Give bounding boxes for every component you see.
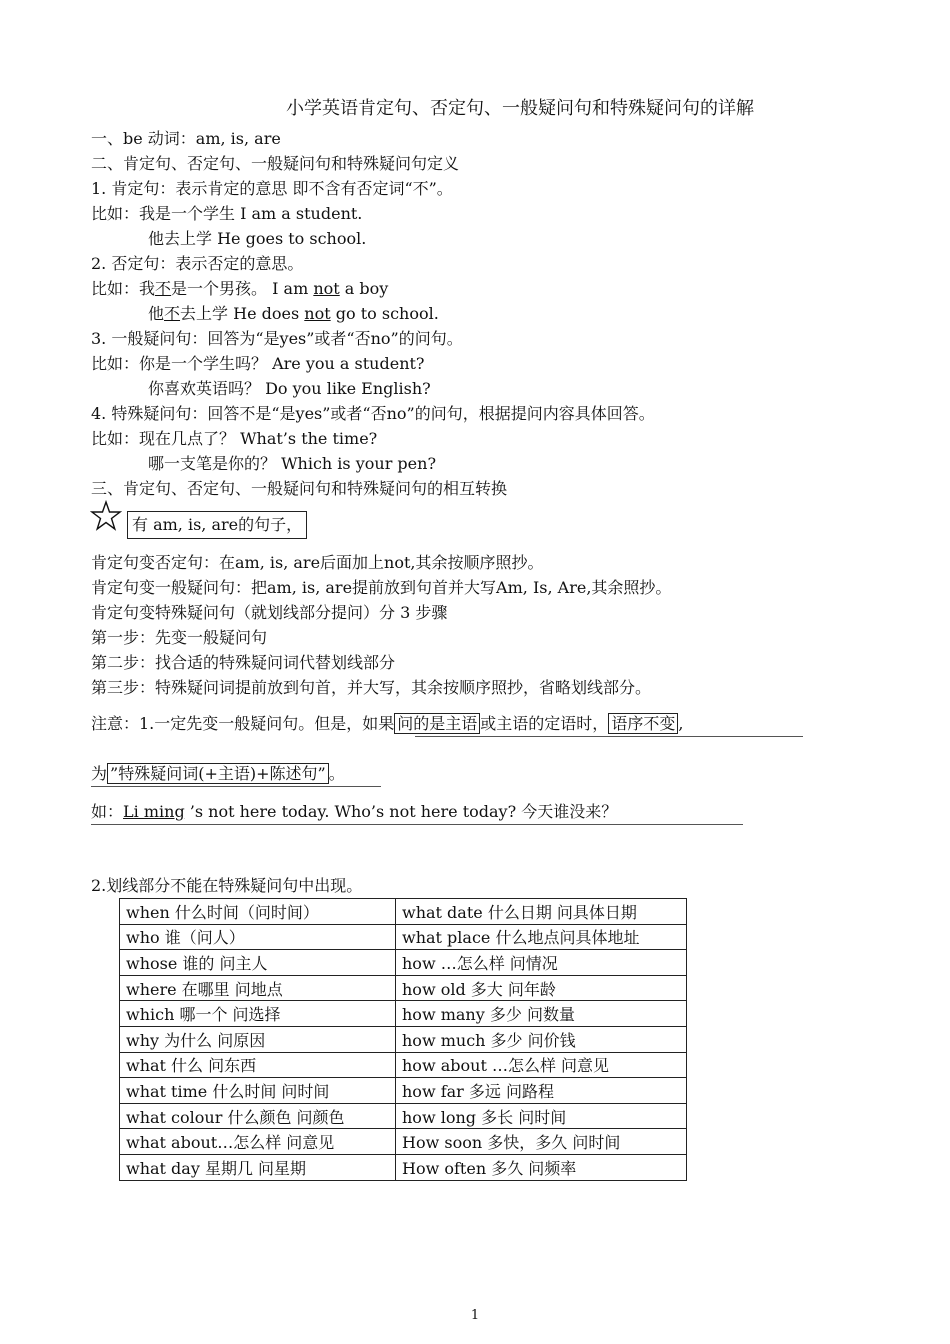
question-phrase-cell: how many 多少 问数量 xyxy=(396,1001,687,1027)
underlined-phrase: Li ming xyxy=(123,802,185,821)
example-question-1: 比如：你是一个学生吗？ Are you a student? xyxy=(91,354,425,373)
rule-to-wh-question: 肯定句变特殊疑问句（就划线部分提问）分 3 步骤 xyxy=(91,603,448,622)
definition-wh-question: 4. 特殊疑问句：回答不是“是yes”或者“否no”的问句，根据提问内容具体回答。 xyxy=(91,404,655,423)
table-row xyxy=(120,1026,687,1052)
rule-to-yes-no-question: 肯定句变一般疑问句：把am, is, are提前放到句首并大写Am, Is, Are,其余照抄。 xyxy=(91,578,672,597)
question-phrase-cell: what place 什么地点问具体地址 xyxy=(396,924,687,950)
example-affirmative-2: 他去上学 He goes to school. xyxy=(148,229,367,248)
point-two: 2.划线部分不能在特殊疑问句中出现。 xyxy=(91,876,363,895)
text-segment: 比如：我 xyxy=(91,279,156,298)
question-phrase-cell: how about …怎么样 问意见 xyxy=(396,1052,687,1078)
definition-yes-no-question: 3. 一般疑问句：回答为“是yes”或者“否no”的问句。 xyxy=(91,329,463,348)
table-row xyxy=(120,1001,687,1027)
question-word-cell: what time 什么时间 问时间 xyxy=(120,1078,396,1104)
boxed-heading: 有 am, is, are的句子， xyxy=(127,511,307,539)
question-phrase-cell: how far 多远 问路程 xyxy=(396,1078,687,1104)
question-word-cell: what 什么 问东西 xyxy=(120,1052,396,1078)
boxed-phrase: 语序不变 xyxy=(608,713,678,734)
step-three: 第三步：特殊疑问词提前放到句首，并大写，其余按顺序照抄，省略划线部分。 xyxy=(91,678,652,697)
section-3-heading: 三、肯定句、否定句、一般疑问句和特殊疑问句的相互转换 xyxy=(91,479,508,498)
underlined-word: 不 xyxy=(164,304,181,323)
question-phrase-cell: what date 什么日期 问具体日期 xyxy=(396,899,687,925)
table-row xyxy=(120,975,687,1001)
step-one: 第一步：先变一般疑问句 xyxy=(91,628,268,647)
table-row xyxy=(120,1052,687,1078)
text-segment: 如： xyxy=(91,802,124,821)
question-phrase-cell: how much 多少 问价钱 xyxy=(396,1026,687,1052)
question-word-cell: whose 谁的 问主人 xyxy=(120,950,396,976)
section-2-heading: 二、肯定句、否定句、一般疑问句和特殊疑问句定义 xyxy=(91,154,460,173)
text-segment: 为 xyxy=(91,764,108,783)
text-segment: 是一个男孩。 I am xyxy=(171,279,314,298)
underlined-word: 不 xyxy=(155,279,172,298)
underline-rule xyxy=(91,824,743,825)
star-icon xyxy=(90,500,122,532)
section-1-heading: 一、be 动词：am, is, are xyxy=(91,129,281,148)
boxed-phrase: ”特殊疑问词(+主语)+陈述句” xyxy=(107,763,329,784)
page-number: 1 xyxy=(470,1308,480,1323)
text-segment: ’s not here today. Who’s not here today? 今天谁没来？ xyxy=(184,802,618,821)
underline-rule xyxy=(415,736,803,737)
definition-affirmative: 1. 肯定句：表示肯定的意思 即不含有否定词“不”。 xyxy=(91,179,453,198)
question-word-cell: where 在哪里 问地点 xyxy=(120,975,396,1001)
question-word-cell: who 谁（问人） xyxy=(120,924,396,950)
example-wh-question-2: 哪一支笔是你的？ Which is your pen? xyxy=(148,454,437,473)
table-row xyxy=(120,899,687,925)
table-row xyxy=(120,924,687,950)
question-word-cell: what about…怎么样 问意见 xyxy=(120,1129,396,1155)
question-phrase-cell: How soon 多快，多久 问时间 xyxy=(396,1129,687,1155)
underline-rule xyxy=(91,786,381,787)
table-row xyxy=(120,950,687,976)
underlined-word: not xyxy=(304,304,331,323)
question-word-cell: what day 星期几 问星期 xyxy=(120,1154,396,1180)
note-line-1 xyxy=(91,713,683,735)
text-segment: 他 xyxy=(148,304,165,323)
note-line-2 xyxy=(91,763,345,785)
text-segment: go to school. xyxy=(330,304,439,323)
example-question-2: 你喜欢英语吗？ Do you like English? xyxy=(148,379,431,398)
table-row xyxy=(120,1129,687,1155)
page-title: 小学英语肯定句、否定句、一般疑问句和特殊疑问句的详解 xyxy=(286,98,754,119)
underlined-word: not xyxy=(313,279,340,298)
question-word-cell: what colour 什么颜色 问颜色 xyxy=(120,1103,396,1129)
question-phrase-cell: how old 多大 问年龄 xyxy=(396,975,687,1001)
example-affirmative-1: 比如：我是一个学生 I am a student. xyxy=(91,204,363,223)
boxed-phrase: 问的是主语 xyxy=(394,713,480,734)
rule-to-negative: 肯定句变否定句：在am, is, are后面加上not,其余按顺序照抄。 xyxy=(91,553,544,572)
table-row xyxy=(120,1103,687,1129)
question-word-cell: which 哪一个 问选择 xyxy=(120,1001,396,1027)
text-segment: 。 xyxy=(328,764,345,783)
text-segment: , xyxy=(678,714,684,733)
text-segment: 去上学 He does xyxy=(180,304,305,323)
text-segment: a boy xyxy=(339,279,389,298)
example-negative-1 xyxy=(91,278,388,300)
question-word-cell: when 什么时间（问时间） xyxy=(120,899,396,925)
example-wh-question-1: 比如：现在几点了？ What’s the time? xyxy=(91,429,378,448)
text-segment: 注意：1.一定先变一般疑问句。但是，如果 xyxy=(91,714,395,733)
step-two: 第二步：找合适的特殊疑问词代替划线部分 xyxy=(91,653,396,672)
question-word-cell: why 为什么 问原因 xyxy=(120,1026,396,1052)
question-phrase-cell: how long 多长 问时间 xyxy=(396,1103,687,1129)
question-phrase-cell: how …怎么样 问情况 xyxy=(396,950,687,976)
example-negative-2 xyxy=(148,303,439,325)
question-word-table xyxy=(119,898,687,1181)
text-segment: 或主语的定语时， xyxy=(480,714,609,733)
note-example xyxy=(91,801,617,823)
question-phrase-cell: How often 多久 问频率 xyxy=(396,1154,687,1180)
definition-negative: 2. 否定句：表示否定的意思。 xyxy=(91,254,304,273)
table-row xyxy=(120,1078,687,1104)
table-row xyxy=(120,1154,687,1180)
